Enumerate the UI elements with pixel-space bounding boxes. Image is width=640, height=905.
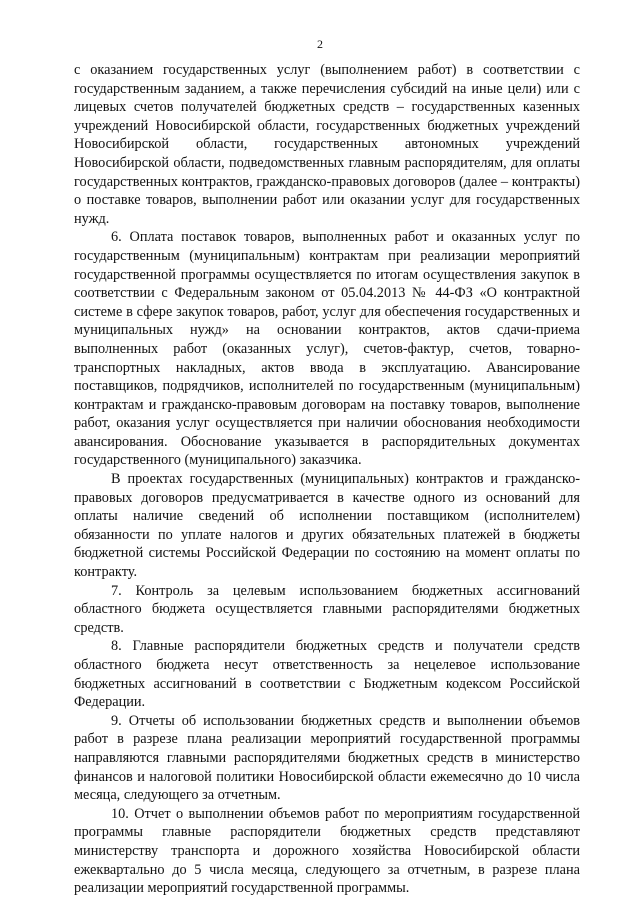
paragraph-item-6: 6. Оплата поставок товаров, выполненных работ и оказанных услуг по государственным (муниципальным) контрактам при реализации мероприятий государственной программы осуществляется по итогам осуществления закупок в соответствии с Федеральным законом от 05.04.2013 № 44-ФЗ «О контрактной системе в сфере закупок товаров, работ, услуг для обеспечения государственных и муниципальных нужд» на основании контрактов, актов сдачи-приема выполненных работ (оказанных услуг), счетов-фактур, счетов, товарно-транспортных накладных, актов ввода в эксплуатацию. Авансирование поставщиков, подрядчиков, исполнителей по государственным (муниципальным) контрактам и гражданско-правовым договорам на поставку товаров, выполнение работ, оказания услуг осуществляется при наличии обоснования необходимости авансирования. Обоснование указывается в распорядительных документах государственного (муниципального) заказчика. <box>74 229 580 469</box>
paragraph-item-9: 9. Отчеты об использовании бюджетных средств и выполнении объемов работ в разрезе плана реализации мероприятий государственной программы направляются главными распорядителями бюджетных средств в министерство финансов и налоговой политики Новосибирской области ежемесячно до 10 числа месяца, следующего за отчетным. <box>74 712 580 804</box>
paragraph-item-8: 8. Главные распорядители бюджетных средств и получатели средств областного бюджета несут ответственность за нецелевое использование бюджетных ассигнований в соответствии с Бюджетным кодексом Российской Федерации. <box>74 638 580 711</box>
paragraph-continuation: с оказанием государственных услуг (выполнением работ) в соответствии с государственным заданием, а также перечисления субсидий на иные цели) или с лицевых счетов получателей бюджетных средств – государственных казенных учреждений Новосибирской области, государственных бюджетных учреждений Новосибирской области, государственных автономных учреждений Новосибирской области, подведомственных главным распорядителям, для оплаты государственных контрактов, гражданско-правовых договоров (далее – контракты) о поставке товаров, выполнении работ или оказании услуг для государственных нужд. <box>74 62 580 227</box>
paragraph-contract-projects: В проектах государственных (муниципальных) контрактов и гражданско-правовых договоров предусматривается в качестве одного из оснований для оплаты наличие сведений об исполнении поставщиком (исполнителем) обязанности по уплате налогов и других обязательных платежей в бюджеты бюджетной системы Российской Федерации по состоянию на момент оплаты по контракту. <box>74 471 580 581</box>
paragraph-item-7: 7. Контроль за целевым использованием бюджетных ассигнований областного бюджета осуществляется главными распорядителями бюджетных средств. <box>74 582 580 636</box>
document-body <box>74 61 580 898</box>
page-number: 2 <box>317 37 323 51</box>
paragraph-item-10: 10. Отчет о выполнении объемов работ по мероприятиям государственной программы главные распорядители бюджетных средств представляют министерству транспорта и дорожного хозяйства Новосибирской области ежеквартально до 5 числа месяца, следующего за отчетным, в разрезе плана реализации мероприятий государственной программы. <box>74 805 580 897</box>
